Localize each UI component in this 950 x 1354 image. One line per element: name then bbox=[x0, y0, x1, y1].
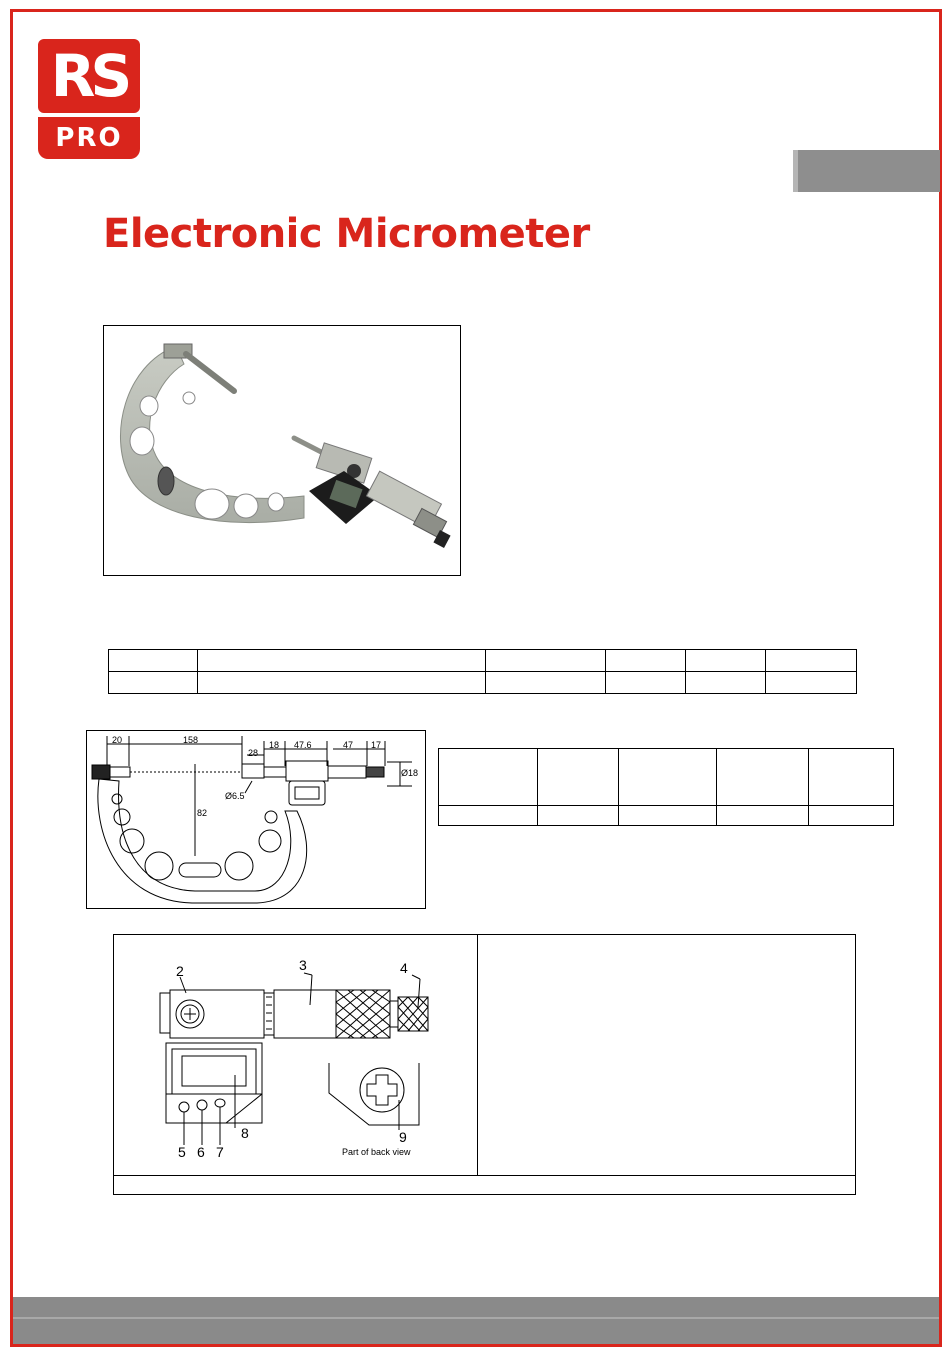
dimension-drawing-svg bbox=[87, 731, 426, 909]
dia-6-5-label: Ø6.5 bbox=[225, 791, 245, 801]
part-3-label: 3 bbox=[299, 957, 307, 973]
table-cell bbox=[486, 672, 606, 694]
table-cell bbox=[686, 650, 766, 672]
dim-47-label: 47 bbox=[343, 740, 354, 750]
rs-pro-logo bbox=[38, 39, 140, 159]
dim-18-label: 18 bbox=[269, 740, 280, 750]
logo-pro-block: PRO bbox=[38, 117, 140, 159]
table-cell bbox=[618, 806, 717, 826]
parts-diagram-box bbox=[113, 934, 856, 1195]
table-cell bbox=[109, 672, 198, 694]
dim-47-6-label: 47.6 bbox=[294, 740, 312, 750]
dim-82-label: 82 bbox=[197, 808, 208, 818]
parts-diagram bbox=[114, 935, 478, 1175]
dim-28-label: 28 bbox=[248, 748, 259, 758]
header-grey-tab bbox=[793, 150, 940, 192]
table-cell bbox=[809, 749, 894, 806]
part-6-label: 6 bbox=[197, 1144, 205, 1160]
table-cell bbox=[686, 672, 766, 694]
table-cell bbox=[606, 672, 686, 694]
dimension-table bbox=[438, 748, 894, 826]
table-cell bbox=[766, 650, 857, 672]
part-4-label: 4 bbox=[400, 960, 408, 976]
page-title: Electronic Micrometer bbox=[103, 211, 590, 257]
part-2-label: 2 bbox=[176, 963, 184, 979]
part-8-label: 8 bbox=[241, 1125, 249, 1141]
micrometer-photo-illustration bbox=[104, 326, 461, 576]
table-cell bbox=[439, 806, 538, 826]
table-cell bbox=[809, 806, 894, 826]
footer-bar bbox=[13, 1297, 939, 1344]
table-cell bbox=[486, 650, 606, 672]
dim-158-label: 158 bbox=[183, 735, 199, 745]
spec-table bbox=[108, 649, 857, 694]
table-cell bbox=[537, 806, 618, 826]
table-cell bbox=[439, 749, 538, 806]
table-cell bbox=[618, 749, 717, 806]
table-cell bbox=[717, 749, 809, 806]
table-cell bbox=[197, 672, 486, 694]
table-cell bbox=[717, 806, 809, 826]
product-photo bbox=[103, 325, 461, 576]
part-9-label: 9 bbox=[399, 1129, 407, 1145]
table-cell bbox=[537, 749, 618, 806]
dia-18-label: Ø18 bbox=[401, 768, 419, 778]
logo-rs-block: RS bbox=[38, 39, 140, 113]
part-7-label: 7 bbox=[216, 1144, 224, 1160]
table-cell bbox=[109, 650, 198, 672]
table-cell bbox=[766, 672, 857, 694]
dim-17-label: 17 bbox=[371, 740, 382, 750]
parts-diagram-svg bbox=[114, 935, 478, 1175]
part-5-label: 5 bbox=[178, 1144, 186, 1160]
back-view-caption: Part of back view bbox=[342, 1147, 411, 1157]
table-cell bbox=[197, 650, 486, 672]
dim-20-label: 20 bbox=[112, 735, 123, 745]
dimension-drawing bbox=[86, 730, 426, 909]
table-cell bbox=[606, 650, 686, 672]
